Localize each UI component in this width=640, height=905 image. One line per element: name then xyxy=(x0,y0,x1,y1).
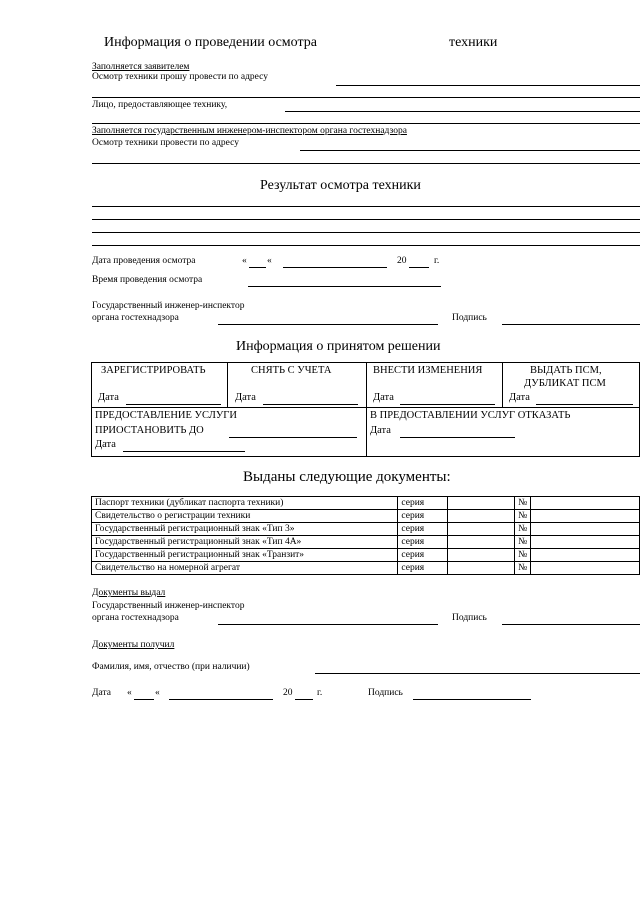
inspection-time-label: Время проведения осмотра xyxy=(92,275,203,285)
series-value-cell[interactable] xyxy=(448,523,515,536)
table-row xyxy=(92,549,640,562)
document-name-cell: Свидетельство о регистрации техники xyxy=(92,510,398,523)
number-label-cell: № xyxy=(515,549,531,562)
person-field-2[interactable] xyxy=(92,123,640,124)
decision-register[interactable]: ЗАРЕГИСТРИРОВАТЬ xyxy=(101,365,206,376)
year-prefix: 20 xyxy=(397,256,407,266)
number-value-cell[interactable] xyxy=(531,562,640,575)
document-name-cell: Свидетельство на номерной агрегат xyxy=(92,562,398,575)
applicant-section-label: Заполняется заявителем xyxy=(92,62,190,72)
received-year-field[interactable] xyxy=(295,699,313,700)
result-line-1[interactable] xyxy=(92,206,640,207)
changes-date-field[interactable] xyxy=(400,404,495,405)
inspection-month-field[interactable] xyxy=(283,267,387,268)
series-value-cell[interactable] xyxy=(448,536,515,549)
person-label: Лицо, предоставляющее технику, xyxy=(92,100,228,110)
deregister-date-label: Дата xyxy=(235,392,256,403)
document-name-cell: Государственный регистрационный знак «Тип 3» xyxy=(92,523,398,536)
result-line-4[interactable] xyxy=(92,245,640,246)
issued-inspector-line1: Государственный инженер-инспектор xyxy=(92,601,245,611)
series-label-cell: серия xyxy=(398,497,448,510)
suspend-until-field[interactable] xyxy=(229,437,357,438)
series-label-cell: серия xyxy=(398,562,448,575)
number-value-cell[interactable] xyxy=(531,549,640,562)
quote-close: « xyxy=(267,256,272,266)
received-year-prefix: 20 xyxy=(283,688,293,698)
fio-label: Фамилия, имя, отчество (при наличии) xyxy=(92,662,250,672)
psm-date-field[interactable] xyxy=(536,404,633,405)
number-label-cell: № xyxy=(515,510,531,523)
inspection-time-field[interactable] xyxy=(248,286,441,287)
applicant-address-field-2[interactable] xyxy=(92,97,640,98)
number-label-cell: № xyxy=(515,523,531,536)
number-value-cell[interactable] xyxy=(531,510,640,523)
series-label-cell: серия xyxy=(398,549,448,562)
document-name-cell: Государственный регистрационный знак «Транзит» xyxy=(92,549,398,562)
received-label: Документы получил xyxy=(92,640,175,650)
documents-table xyxy=(91,496,640,575)
decision-heading: Информация о принятом решении xyxy=(236,339,441,354)
register-date-field[interactable] xyxy=(126,404,221,405)
inspection-day-field[interactable] xyxy=(249,267,266,268)
number-value-cell[interactable] xyxy=(531,536,640,549)
table-row xyxy=(92,497,640,510)
received-quote-close: « xyxy=(155,688,160,698)
refuse-date-label: Дата xyxy=(370,425,391,436)
issued-inspector-line2: органа гостехнадзора xyxy=(92,613,179,623)
result-inspector-line2: органа гостехнадзора xyxy=(92,313,179,323)
table-row xyxy=(92,510,640,523)
number-label-cell: № xyxy=(515,562,531,575)
received-signature-label: Подпись xyxy=(368,688,403,698)
series-label-cell: серия xyxy=(398,536,448,549)
result-heading: Результат осмотра техники xyxy=(260,178,421,193)
applicant-address-field[interactable] xyxy=(336,85,640,86)
decision-deregister[interactable]: СНЯТЬ С УЧЕТА xyxy=(251,365,332,376)
issued-label: Документы выдал xyxy=(92,588,166,598)
number-value-cell[interactable] xyxy=(531,497,640,510)
year-suffix: г. xyxy=(434,256,440,266)
received-month-field[interactable] xyxy=(169,699,273,700)
deregister-date-field[interactable] xyxy=(263,404,358,405)
number-label-cell: № xyxy=(515,536,531,549)
changes-date-label: Дата xyxy=(373,392,394,403)
table-row xyxy=(92,562,640,575)
applicant-address-label: Осмотр техники прошу провести по адресу xyxy=(92,72,268,82)
result-signature-field[interactable] xyxy=(502,324,640,325)
received-quote-open: « xyxy=(127,688,132,698)
form-title-right: техники xyxy=(449,35,498,50)
inspector-section-label: Заполняется государственным инженером-инспектором органа гостехнадзора xyxy=(92,126,407,136)
inspector-address-field[interactable] xyxy=(300,150,640,151)
inspection-year-field[interactable] xyxy=(409,267,429,268)
inspection-date-label: Дата проведения осмотра xyxy=(92,256,196,266)
received-signature-field[interactable] xyxy=(413,699,531,700)
number-label-cell: № xyxy=(515,497,531,510)
received-year-suffix: г. xyxy=(317,688,323,698)
series-value-cell[interactable] xyxy=(448,497,515,510)
result-inspector-name-field[interactable] xyxy=(218,324,438,325)
received-date-label: Дата xyxy=(92,688,111,698)
form-title: Информация о проведении осмотра xyxy=(104,35,317,50)
suspend-date-label: Дата xyxy=(95,439,116,450)
register-date-label: Дата xyxy=(98,392,119,403)
issued-inspector-name-field[interactable] xyxy=(218,624,438,625)
result-inspector-line1: Государственный инженер-инспектор xyxy=(92,301,245,311)
result-line-3[interactable] xyxy=(92,232,640,233)
decision-psm-line1[interactable]: ВЫДАТЬ ПСМ, xyxy=(530,365,602,376)
document-name-cell: Государственный регистрационный знак «Тип 4А» xyxy=(92,536,398,549)
refuse-label[interactable]: В ПРЕДОСТАВЛЕНИИ УСЛУГ ОТКАЗАТЬ xyxy=(370,410,571,421)
table-row xyxy=(92,523,640,536)
document-name-cell: Паспорт техники (дубликат паспорта техники) xyxy=(92,497,398,510)
result-signature-label: Подпись xyxy=(452,313,487,323)
series-value-cell[interactable] xyxy=(448,549,515,562)
issued-signature-label: Подпись xyxy=(452,613,487,623)
psm-date-label: Дата xyxy=(509,392,530,403)
table-row xyxy=(92,536,640,549)
fio-field[interactable] xyxy=(315,673,640,674)
received-day-field[interactable] xyxy=(134,699,154,700)
documents-heading: Выданы следующие документы: xyxy=(243,469,451,485)
inspector-address-field-2[interactable] xyxy=(92,163,640,164)
result-line-2[interactable] xyxy=(92,219,640,220)
series-label-cell: серия xyxy=(398,523,448,536)
decision-changes[interactable]: ВНЕСТИ ИЗМЕНЕНИЯ xyxy=(373,365,483,376)
person-field[interactable] xyxy=(285,111,640,112)
series-value-cell[interactable] xyxy=(448,510,515,523)
number-value-cell[interactable] xyxy=(531,523,640,536)
suspend-line1[interactable]: ПРЕДОСТАВЛЕНИЕ УСЛУГИ xyxy=(95,410,237,421)
series-label-cell: серия xyxy=(398,510,448,523)
decision-psm-line2[interactable]: ДУБЛИКАТ ПСМ xyxy=(524,378,606,389)
quote-open: « xyxy=(242,256,247,266)
suspend-date-field[interactable] xyxy=(123,451,245,452)
series-value-cell[interactable] xyxy=(448,562,515,575)
suspend-line2[interactable]: ПРИОСТАНОВИТЬ ДО xyxy=(95,425,204,436)
issued-signature-field[interactable] xyxy=(502,624,640,625)
inspector-address-label: Осмотр техники провести по адресу xyxy=(92,138,239,148)
refuse-date-field[interactable] xyxy=(400,437,515,438)
